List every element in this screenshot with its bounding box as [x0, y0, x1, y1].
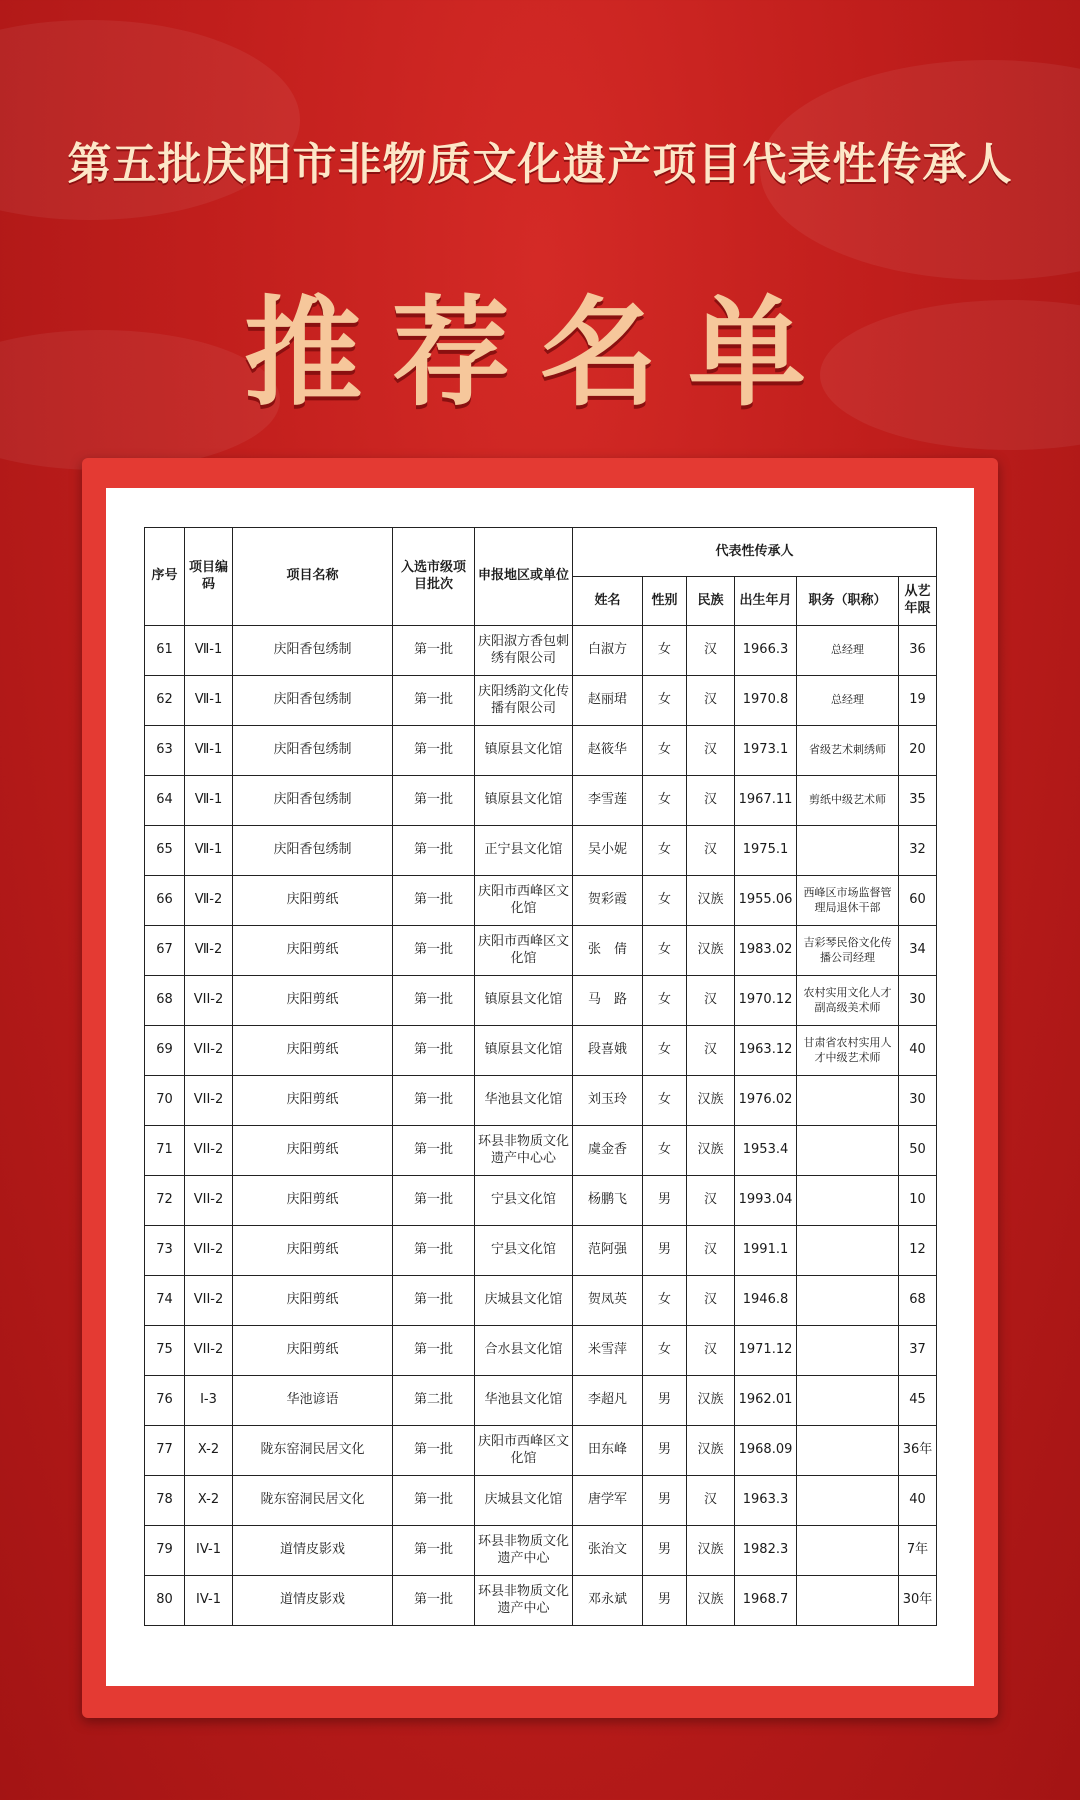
- cell-seq: 71: [145, 1126, 185, 1176]
- cell-gender: 男: [643, 1426, 687, 1476]
- cell-unit: 庆阳市西峰区文化馆: [475, 1426, 573, 1476]
- cell-gender: 男: [643, 1576, 687, 1626]
- header-title: 职务（职称）: [797, 577, 899, 626]
- cell-ethnic: 汉: [687, 676, 735, 726]
- table-row: [145, 926, 937, 976]
- cell-birth: 1968.09: [735, 1426, 797, 1476]
- cell-title: 剪纸中级艺术师: [797, 776, 899, 826]
- cell-seq: 76: [145, 1376, 185, 1426]
- cell-seq: 62: [145, 676, 185, 726]
- table-row: [145, 726, 937, 776]
- cell-gender: 女: [643, 1076, 687, 1126]
- cell-code: VII-2: [185, 1326, 233, 1376]
- cell-unit: 正宁县文化馆: [475, 826, 573, 876]
- cell-birth: 1962.01: [735, 1376, 797, 1426]
- cell-title: [797, 1376, 899, 1426]
- cell-person: 虞金香: [573, 1126, 643, 1176]
- cell-years: 30年: [899, 1576, 937, 1626]
- cell-ethnic: 汉: [687, 1226, 735, 1276]
- table-row: [145, 1426, 937, 1476]
- cell-batch: 第一批: [393, 676, 475, 726]
- table-row: [145, 1576, 937, 1626]
- cell-years: 30: [899, 1076, 937, 1126]
- cell-birth: 1953.4: [735, 1126, 797, 1176]
- cell-batch: 第一批: [393, 776, 475, 826]
- cell-title: 省级艺术刺绣师: [797, 726, 899, 776]
- cell-batch: 第一批: [393, 726, 475, 776]
- cell-ethnic: 汉: [687, 726, 735, 776]
- cell-batch: 第一批: [393, 1226, 475, 1276]
- page-subtitle: 推荐名单: [243, 284, 836, 422]
- cell-project-name: 庆阳剪纸: [233, 1126, 393, 1176]
- table-row: [145, 1176, 937, 1226]
- table-row: [145, 1376, 937, 1426]
- cell-birth: 1976.02: [735, 1076, 797, 1126]
- cell-gender: 女: [643, 1326, 687, 1376]
- cell-person: 赵筱华: [573, 726, 643, 776]
- cell-title: [797, 1426, 899, 1476]
- cell-gender: 男: [643, 1176, 687, 1226]
- cell-project-name: 庆阳剪纸: [233, 1276, 393, 1326]
- cell-gender: 女: [643, 626, 687, 676]
- cell-ethnic: 汉: [687, 826, 735, 876]
- cell-project-name: 庆阳剪纸: [233, 1026, 393, 1076]
- cell-person: 范阿强: [573, 1226, 643, 1276]
- cell-seq: 69: [145, 1026, 185, 1076]
- cell-unit: 宁县文化馆: [475, 1226, 573, 1276]
- cell-unit: 镇原县文化馆: [475, 976, 573, 1026]
- cell-code: VII-2: [185, 1076, 233, 1126]
- cell-seq: 63: [145, 726, 185, 776]
- cell-ethnic: 汉: [687, 1276, 735, 1326]
- table-row: [145, 676, 937, 726]
- cell-unit: 华池县文化馆: [475, 1376, 573, 1426]
- cell-person: 杨鹏飞: [573, 1176, 643, 1226]
- cell-code: VII-2: [185, 1276, 233, 1326]
- cell-person: 田东峰: [573, 1426, 643, 1476]
- cell-title: 总经理: [797, 676, 899, 726]
- cell-ethnic: 汉: [687, 1326, 735, 1376]
- cell-seq: 66: [145, 876, 185, 926]
- cell-person: 段喜娥: [573, 1026, 643, 1076]
- cell-seq: 79: [145, 1526, 185, 1576]
- cell-batch: 第一批: [393, 826, 475, 876]
- header-gender: 性别: [643, 577, 687, 626]
- table-row: [145, 1526, 937, 1576]
- cell-unit: 庆阳绣韵文化传播有限公司: [475, 676, 573, 726]
- cell-code: VII-2: [185, 1026, 233, 1076]
- cell-gender: 男: [643, 1376, 687, 1426]
- cell-gender: 男: [643, 1226, 687, 1276]
- cell-gender: 男: [643, 1476, 687, 1526]
- cell-title: 西峰区市场监督管理局退休干部: [797, 876, 899, 926]
- cell-batch: 第一批: [393, 1126, 475, 1176]
- cell-gender: 女: [643, 776, 687, 826]
- cell-code: IV-1: [185, 1526, 233, 1576]
- cell-birth: 1967.11: [735, 776, 797, 826]
- cell-project-name: 庆阳香包绣制: [233, 676, 393, 726]
- cell-batch: 第一批: [393, 1426, 475, 1476]
- cell-code: Ⅶ-1: [185, 626, 233, 676]
- cell-title: [797, 1576, 899, 1626]
- cell-title: 甘肃省农村实用人才中级艺术师: [797, 1026, 899, 1076]
- cell-code: Ⅶ-1: [185, 776, 233, 826]
- cell-ethnic: 汉族: [687, 1376, 735, 1426]
- cell-project-name: 陇东窑洞民居文化: [233, 1476, 393, 1526]
- cell-batch: 第一批: [393, 1176, 475, 1226]
- cell-ethnic: 汉: [687, 626, 735, 676]
- cell-unit: 环县非物质文化遗产中心: [475, 1526, 573, 1576]
- table-row: [145, 1326, 937, 1376]
- cell-title: [797, 1476, 899, 1526]
- cell-person: 刘玉玲: [573, 1076, 643, 1126]
- cell-ethnic: 汉: [687, 1176, 735, 1226]
- cell-batch: 第二批: [393, 1376, 475, 1426]
- cell-gender: 女: [643, 676, 687, 726]
- cell-years: 68: [899, 1276, 937, 1326]
- cell-gender: 女: [643, 1126, 687, 1176]
- cell-gender: 女: [643, 826, 687, 876]
- cell-ethnic: 汉族: [687, 876, 735, 926]
- cell-person: 白淑方: [573, 626, 643, 676]
- cell-birth: 1963.3: [735, 1476, 797, 1526]
- header-ethnic: 民族: [687, 577, 735, 626]
- cell-title: 农村实用文化人才副高级美术师: [797, 976, 899, 1026]
- cell-years: 32: [899, 826, 937, 876]
- cell-unit: 合水县文化馆: [475, 1326, 573, 1376]
- cell-birth: 1966.3: [735, 626, 797, 676]
- cell-batch: 第一批: [393, 1476, 475, 1526]
- cell-project-name: 庆阳剪纸: [233, 876, 393, 926]
- cell-unit: 环县非物质文化遗产中心心: [475, 1126, 573, 1176]
- cell-birth: 1971.12: [735, 1326, 797, 1376]
- cell-project-name: 华池谚语: [233, 1376, 393, 1426]
- cell-ethnic: 汉族: [687, 1076, 735, 1126]
- cell-seq: 68: [145, 976, 185, 1026]
- cell-batch: 第一批: [393, 1526, 475, 1576]
- cell-code: Ⅶ-2: [185, 876, 233, 926]
- cell-code: I-3: [185, 1376, 233, 1426]
- cell-gender: 女: [643, 726, 687, 776]
- cell-code: VII-2: [185, 976, 233, 1026]
- cell-title: 吉彩琴民俗文化传播公司经理: [797, 926, 899, 976]
- cell-gender: 女: [643, 1276, 687, 1326]
- cell-gender: 男: [643, 1526, 687, 1576]
- cell-gender: 女: [643, 976, 687, 1026]
- cell-years: 34: [899, 926, 937, 976]
- cell-birth: 1975.1: [735, 826, 797, 876]
- cell-seq: 70: [145, 1076, 185, 1126]
- cell-code: VII-2: [185, 1176, 233, 1226]
- table-row: [145, 1276, 937, 1326]
- header-years: 从艺年限: [899, 577, 937, 626]
- cell-person: 李雪莲: [573, 776, 643, 826]
- cell-birth: 1970.8: [735, 676, 797, 726]
- cell-ethnic: 汉: [687, 776, 735, 826]
- cell-birth: 1963.12: [735, 1026, 797, 1076]
- cell-birth: 1973.1: [735, 726, 797, 776]
- cell-person: 张治文: [573, 1526, 643, 1576]
- cell-code: X-2: [185, 1426, 233, 1476]
- table-row: [145, 1026, 937, 1076]
- cell-years: 40: [899, 1476, 937, 1526]
- cell-batch: 第一批: [393, 976, 475, 1026]
- cell-unit: 庆城县文化馆: [475, 1476, 573, 1526]
- cell-seq: 72: [145, 1176, 185, 1226]
- cell-project-name: 庆阳香包绣制: [233, 826, 393, 876]
- cell-ethnic: 汉族: [687, 1426, 735, 1476]
- cell-years: 10: [899, 1176, 937, 1226]
- page-title: 第五批庆阳市非物质文化遗产项目代表性传承人: [67, 139, 1013, 190]
- cell-person: 米雪萍: [573, 1326, 643, 1376]
- cell-ethnic: 汉族: [687, 926, 735, 976]
- cell-years: 36: [899, 626, 937, 676]
- cell-birth: 1983.02: [735, 926, 797, 976]
- cell-batch: 第一批: [393, 626, 475, 676]
- header-project-name: 项目名称: [233, 528, 393, 626]
- cell-ethnic: 汉族: [687, 1126, 735, 1176]
- cell-seq: 67: [145, 926, 185, 976]
- cell-ethnic: 汉族: [687, 1576, 735, 1626]
- cell-seq: 80: [145, 1576, 185, 1626]
- cell-gender: 女: [643, 926, 687, 976]
- cell-person: 张 倩: [573, 926, 643, 976]
- header-seq: 序号: [145, 528, 185, 626]
- cell-person: 贺凤英: [573, 1276, 643, 1326]
- cell-unit: 宁县文化馆: [475, 1176, 573, 1226]
- cell-ethnic: 汉: [687, 1026, 735, 1076]
- cell-project-name: 道情皮影戏: [233, 1526, 393, 1576]
- cell-person: 吴小妮: [573, 826, 643, 876]
- cell-unit: 庆阳市西峰区文化馆: [475, 926, 573, 976]
- cell-unit: 庆阳淑方香包刺绣有限公司: [475, 626, 573, 676]
- cell-batch: 第一批: [393, 1276, 475, 1326]
- table-row: [145, 1226, 937, 1276]
- table-row: [145, 626, 937, 676]
- cell-years: 40: [899, 1026, 937, 1076]
- header-birth: 出生年月: [735, 577, 797, 626]
- cell-title: [797, 1326, 899, 1376]
- cell-years: 50: [899, 1126, 937, 1176]
- cell-project-name: 陇东窑洞民居文化: [233, 1426, 393, 1476]
- cell-code: Ⅶ-1: [185, 726, 233, 776]
- cell-ethnic: 汉: [687, 976, 735, 1026]
- cell-code: IV-1: [185, 1576, 233, 1626]
- cell-years: 12: [899, 1226, 937, 1276]
- header-unit: 申报地区或单位: [475, 528, 573, 626]
- cell-seq: 73: [145, 1226, 185, 1276]
- cell-batch: 第一批: [393, 1026, 475, 1076]
- header-group: 代表性传承人: [573, 528, 937, 577]
- header-batch: 入选市级项目批次: [393, 528, 475, 626]
- table-row: [145, 1126, 937, 1176]
- header-person: 姓名: [573, 577, 643, 626]
- cell-seq: 64: [145, 776, 185, 826]
- cell-years: 7年: [899, 1526, 937, 1576]
- cell-batch: 第一批: [393, 1076, 475, 1126]
- table-row: [145, 826, 937, 876]
- cell-person: 李超凡: [573, 1376, 643, 1426]
- cell-unit: 华池县文化馆: [475, 1076, 573, 1126]
- cell-person: 贺彩霞: [573, 876, 643, 926]
- cell-gender: 女: [643, 876, 687, 926]
- cell-person: 马 路: [573, 976, 643, 1026]
- cell-unit: 镇原县文化馆: [475, 726, 573, 776]
- cell-unit: 镇原县文化馆: [475, 776, 573, 826]
- cell-title: [797, 1276, 899, 1326]
- cell-ethnic: 汉族: [687, 1526, 735, 1576]
- cell-title: [797, 826, 899, 876]
- table-row: [145, 1476, 937, 1526]
- cell-years: 45: [899, 1376, 937, 1426]
- cell-years: 60: [899, 876, 937, 926]
- cell-code: VII-2: [185, 1226, 233, 1276]
- cell-seq: 78: [145, 1476, 185, 1526]
- cell-code: Ⅶ-1: [185, 826, 233, 876]
- cell-years: 20: [899, 726, 937, 776]
- cell-project-name: 庆阳剪纸: [233, 1326, 393, 1376]
- cell-years: 36年: [899, 1426, 937, 1476]
- table-row: [145, 876, 937, 926]
- cell-birth: 1970.12: [735, 976, 797, 1026]
- cell-unit: 庆阳市西峰区文化馆: [475, 876, 573, 926]
- cell-batch: 第一批: [393, 876, 475, 926]
- cell-birth: 1993.04: [735, 1176, 797, 1226]
- cell-title: [797, 1076, 899, 1126]
- cell-birth: 1946.8: [735, 1276, 797, 1326]
- cell-batch: 第一批: [393, 926, 475, 976]
- cell-years: 30: [899, 976, 937, 1026]
- cell-birth: 1991.1: [735, 1226, 797, 1276]
- cell-project-name: 道情皮影戏: [233, 1576, 393, 1626]
- cell-unit: 环县非物质文化遗产中心: [475, 1576, 573, 1626]
- cell-gender: 女: [643, 1026, 687, 1076]
- cell-seq: 75: [145, 1326, 185, 1376]
- cell-ethnic: 汉: [687, 1476, 735, 1526]
- cell-project-name: 庆阳香包绣制: [233, 626, 393, 676]
- cell-seq: 61: [145, 626, 185, 676]
- header-code: 项目编码: [185, 528, 233, 626]
- cell-person: 邓永斌: [573, 1576, 643, 1626]
- cell-seq: 77: [145, 1426, 185, 1476]
- cell-title: [797, 1526, 899, 1576]
- table-row: [145, 1076, 937, 1126]
- cell-code: Ⅶ-1: [185, 676, 233, 726]
- cell-seq: 74: [145, 1276, 185, 1326]
- cell-seq: 65: [145, 826, 185, 876]
- cell-code: VII-2: [185, 1126, 233, 1176]
- cell-person: 赵丽珺: [573, 676, 643, 726]
- cell-birth: 1968.7: [735, 1576, 797, 1626]
- cell-title: [797, 1176, 899, 1226]
- cell-project-name: 庆阳剪纸: [233, 976, 393, 1026]
- cell-batch: 第一批: [393, 1326, 475, 1376]
- cell-title: [797, 1126, 899, 1176]
- cell-project-name: 庆阳剪纸: [233, 1076, 393, 1126]
- cell-code: X-2: [185, 1476, 233, 1526]
- cell-project-name: 庆阳剪纸: [233, 1226, 393, 1276]
- cell-title: [797, 1226, 899, 1276]
- cell-years: 37: [899, 1326, 937, 1376]
- cell-project-name: 庆阳香包绣制: [233, 776, 393, 826]
- cell-years: 19: [899, 676, 937, 726]
- cell-project-name: 庆阳剪纸: [233, 1176, 393, 1226]
- cell-unit: 庆城县文化馆: [475, 1276, 573, 1326]
- cell-unit: 镇原县文化馆: [475, 1026, 573, 1076]
- table-row: [145, 776, 937, 826]
- cell-batch: 第一批: [393, 1576, 475, 1626]
- cell-code: Ⅶ-2: [185, 926, 233, 976]
- table-row: [145, 976, 937, 1026]
- cell-project-name: 庆阳剪纸: [233, 926, 393, 976]
- cell-project-name: 庆阳香包绣制: [233, 726, 393, 776]
- cell-birth: 1955.06: [735, 876, 797, 926]
- cell-title: 总经理: [797, 626, 899, 676]
- cell-years: 35: [899, 776, 937, 826]
- cell-birth: 1982.3: [735, 1526, 797, 1576]
- cell-person: 唐学军: [573, 1476, 643, 1526]
- inheritor-table: [144, 527, 937, 1626]
